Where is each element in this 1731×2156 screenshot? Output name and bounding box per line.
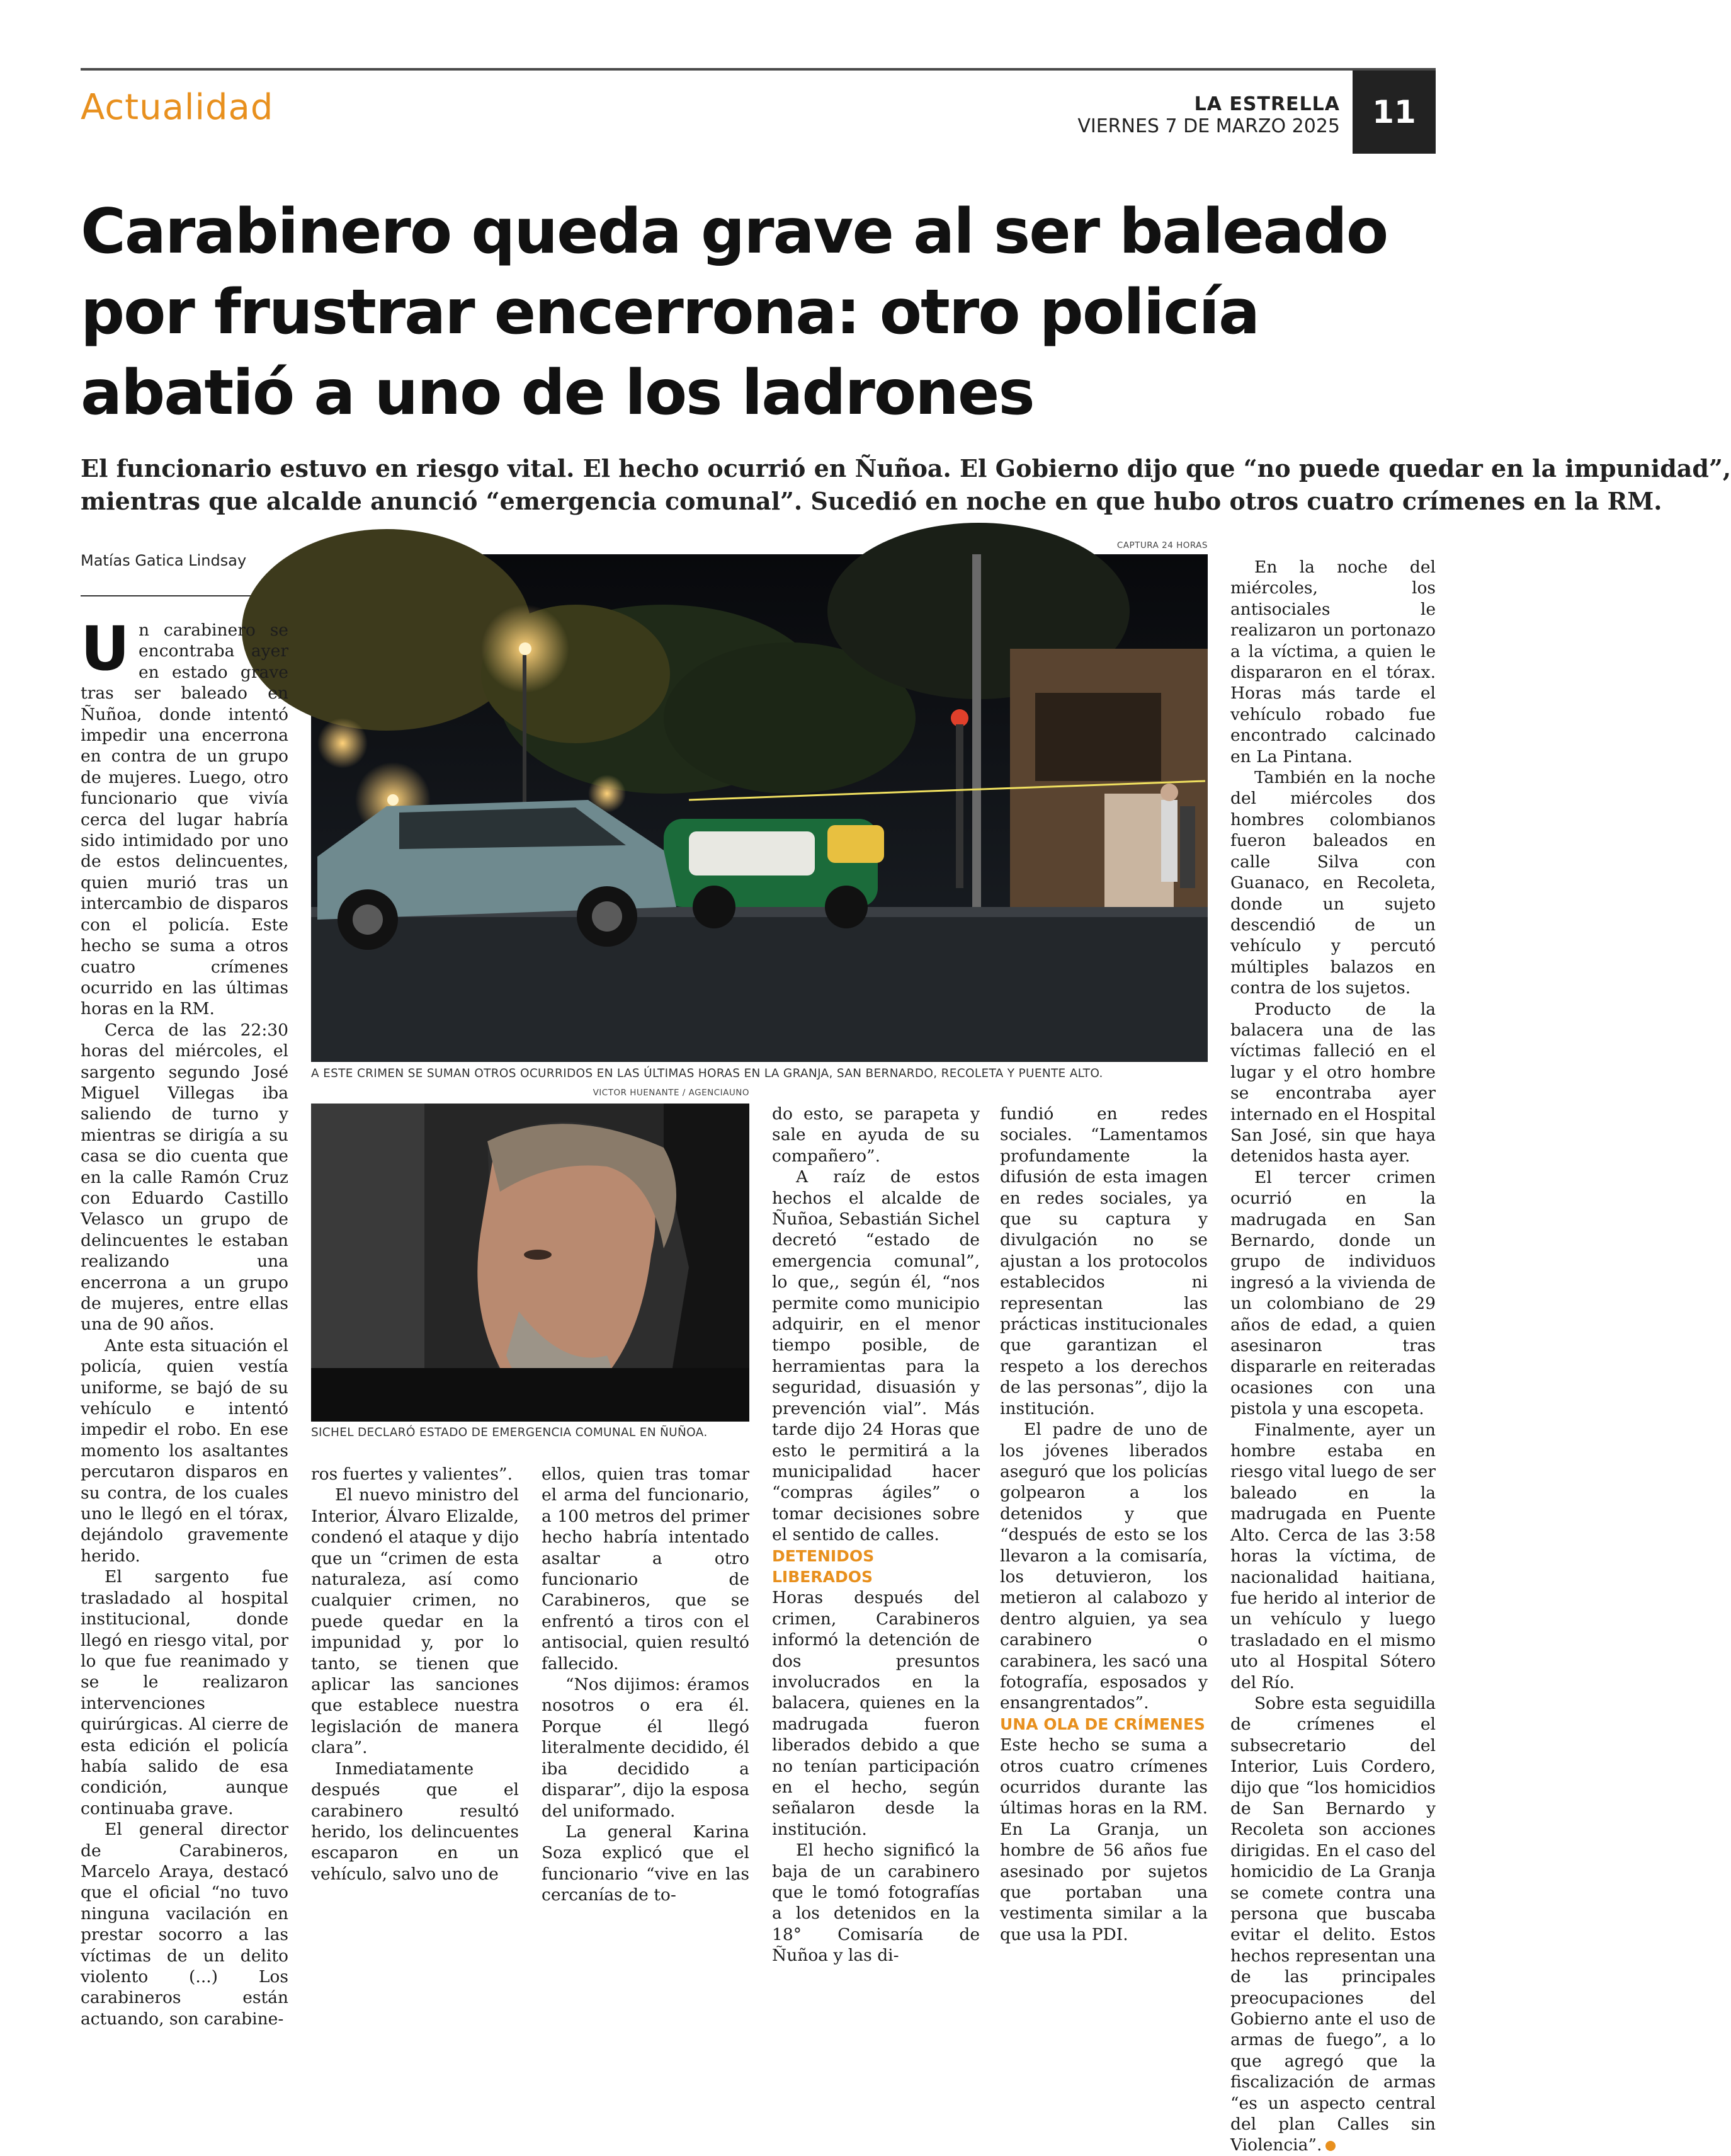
photo-main-caption: A ESTE CRIMEN SE SUMAN OTROS OCURRIDOS EN LAS ÚLTIMAS HORAS EN LA GRANJA, SAN BERNARDO, RECOLETA Y PUENTE ALTO. [311, 1067, 1103, 1080]
article-column-6 [1230, 557, 1436, 2156]
article-column-5 [1000, 1104, 1208, 1945]
article-paragraph: El tercer crimen ocurrió en la madrugada en San Bernardo, donde un grupo de individuos ingresó a la vivienda de un colombiano de 29 años de edad, a quien asesinaron tras dispararle en reiteradas ocasiones con una pistola y una escopeta. [1230, 1167, 1436, 1419]
end-of-article-icon: ✦ [1325, 2141, 1336, 2151]
article-paragraph: Finalmente, ayer un hombre estaba en riesgo vital luego de ser baleado en la madrugada en Puente Alto. Cerca de las 3:58 horas la víctima, de nacionalidad haitiana, fue herido al interior de un vehículo y luego trasladado en el mismo uto al Hospital Sótero del Río. [1230, 1420, 1436, 1692]
subhead-ola-crimenes: UNA OLA DE CRÍMENES [1000, 1714, 1205, 1733]
deck-line-1: El funcionario estuvo en riesgo vital. El hecho ocurrió en Ñuñoa. El Gobierno dijo que “no puede quedar en la impunidad”, [81, 454, 1731, 482]
page-number: 11 [1353, 71, 1436, 154]
article-paragraph [1230, 1693, 1436, 2156]
article-column-1 [81, 613, 288, 2029]
closing-text: Sobre esta seguidilla de crímenes el subsecretario del Interior, Luis Cordero, dijo que “los homicidios de San Bernardo y Recoleta son acciones dirigidas. En el caso del homicidio de La Granja se comete contra una persona que buscaba evitar el delito. Estos hechos representan una de las principales preocupaciones del Gobierno ante el uso de armas de fuego”, a lo que agregó que la fiscalización de armas “es un aspecto central del plan Calles sin Violencia”. [1230, 1693, 1436, 2155]
photo-portrait-caption: SICHEL DECLARÓ ESTADO DE EMERGENCIA COMUNAL EN ÑUÑOA. [311, 1426, 708, 1439]
publication-date: VIERNES 7 DE MARZO 2025 [1077, 115, 1340, 137]
article-paragraph: El nuevo ministro del Interior, Álvaro Elizalde, condenó el ataque y dijo que un “crimen de esta naturaleza, así como cualquier crimen, no puede quedar en la impunidad y, por lo tanto, se tienen que aplicar las sanciones que establece nuestra legislación de manera clara”. [311, 1485, 519, 1758]
article-paragraph: La general Karina Soza explicó que el funcionario “vive en las cercanías de to- [542, 1822, 749, 1905]
article-paragraph: Este hecho se suma a otros cuatro crímenes ocurridos durante las últimas horas en la RM. En La Granja, un hombre de 56 años fue asesinado por sujetos que portaban una vestimenta similar a la que usa la PDI. [1000, 1735, 1208, 1944]
article-paragraph: Cerca de las 22:30 horas del miércoles, el sargento segundo José Miguel Villegas iba saliendo de turno y mientras se dirigía a su casa se dio cuenta que en la calle Ramón Cruz con Eduardo Castillo Velasco un grupo de delincuentes le estaban realizando una encerrona a un grupo de mujeres, entre ellas una de 90 años. [81, 1020, 288, 1335]
subhead-detenidos: DETENIDOS LIBERADOS [772, 1546, 875, 1586]
publication-name: LA ESTRELLA [1194, 93, 1340, 115]
photo-crime-scene [311, 554, 1208, 1062]
article-paragraph: Inmediatamente después que el carabinero resultó herido, los delincuentes escaparon en un vehículo, salvo uno de [311, 1759, 519, 1884]
masthead [1077, 93, 1340, 137]
article-paragraph: ellos, quien tras tomar el arma del funcionario, a 100 metros del primer hecho habría intentado asaltar a otro funcionario de Carabineros, que se enfrentó a tiros con el antisocial, quien resultó fallecido. [542, 1464, 749, 1674]
article-paragraph: A raíz de estos hechos el alcalde de Ñuñoa, Sebastián Sichel decretó “estado de emergencia comunal”, lo que,, según él, “nos permite como municipio adquirir, en el menor tiempo posible, de herramientas para la seguridad, disuasión y prevención vial”. Más tarde dijo 24 Horas que esto le permitirá a la municipalidad hacer “compras ágiles” o tomar decisiones sobre el sentido de calles. [772, 1167, 980, 1545]
byline: Matías Gatica Lindsay [81, 552, 247, 569]
portrait-illustration [311, 1104, 749, 1422]
article-paragraph: fundió en redes sociales. “Lamentamos profundamente la difusión de esta imagen en redes sociales, ya que su captura y divulgación no se ajustan a los protocolos establecidos ni representan las prácticas institucionales que garantizan el respeto a los derechos de las personas”, dijo la institución. [1000, 1104, 1208, 1418]
drop-cap: U [81, 613, 130, 684]
photo-portrait [311, 1104, 749, 1422]
article-column-4 [772, 1104, 980, 1966]
article-paragraph: Ante esta situación el policía, quien vestía uniforme, se bajó de su vehículo e intentó impedir el robo. En ese momento los asaltantes percutaron disparos en su contra, de los cuales uno le llegó en el tórax, dejándolo gravemente herido. [81, 1335, 288, 1566]
headline-line-1: Carabinero queda grave al ser baleado [81, 196, 1388, 268]
article-paragraph: El sargento fue trasladado al hospital institucional, donde llegó en riesgo vital, por lo que fue reanimado y se le realizaron intervenciones quirúrgicas. Al cierre de esta edición el policía había salido de esa condición, aunque continuaba grave. [81, 1567, 288, 1818]
headline-line-2: por frustrar encerrona: otro policía [81, 277, 1259, 348]
crime-scene-illustration [311, 554, 1208, 1062]
deck-line-2: mientras que alcalde anunció “emergencia comunal”. Sucedió en noche en que hubo otros cuatro crímenes en la RM. [81, 487, 1662, 515]
deck [81, 452, 1731, 518]
article-paragraph: El hecho significó la baja de un carabinero que le tomó fotografías a los detenidos en la 18° Comisaría de Ñuñoa y las di- [772, 1840, 980, 1966]
article-column-2 [311, 1464, 519, 1885]
section-label: Actualidad [81, 87, 274, 128]
headline-line-3: abatió a uno de los ladrones [81, 357, 1034, 429]
lead-text: n carabinero se encontraba ayer en estado grave tras ser baleado en Ñuñoa, donde intentó impedir una encerrona en contra de un grupo de mujeres. Luego, otro funcionario que vivía cerca del lugar habría sido intimidado por uno de estos delincuentes, quien murió tras un intercambio de disparos con el policía. Este hecho se suma a otros cuatro crímenes ocurrido en las últimas horas en la RM. [81, 620, 288, 1019]
article-paragraph: do esto, se parapeta y sale en ayuda de su compañero”. [772, 1104, 980, 1166]
article-paragraph: El padre de uno de los jóvenes liberados aseguró que los policías golpearon a los detenidos y que “después de esto se los llevaron a la comisaría, los detuvieron, los metieron al calabozo y dentro alguien, ya sea carabinero o carabinera, les sacó una fotografía, esposados y ensangrentados”. [1000, 1420, 1208, 1713]
article-paragraph: También en la noche del miércoles dos hombres colombianos fueron baleados en calle Silva con Guanaco, en Recoleta, donde un sujeto descendió de un vehículo y percutó múltiples balazos en contra de los sujetos. [1230, 768, 1436, 998]
photo-portrait-credit: VICTOR HUENANTE / AGENCIAUNO [593, 1088, 749, 1098]
article-paragraph: Producto de la balacera una de las víctimas falleció en el lugar y el otro hombre se encontraba ayer internado en el Hospital San José, sin que haya detenidos hasta ayer. [1230, 999, 1436, 1166]
article-paragraph: En la noche del miércoles, los antisociales le realizaron un portonazo a la víctima, a quien le dispararon en el tórax. Horas más tarde el vehículo robado fue encontrado calcinado en La Pintana. [1230, 557, 1436, 767]
article-paragraph: “Nos dijimos: éramos nosotros o era él. Porque él llegó literalmente decidido, él iba decidido a disparar”, dijo la esposa del uniformado. [542, 1675, 749, 1821]
article-paragraph: ros fuertes y valientes”. [311, 1464, 513, 1484]
article-paragraph: Horas después del crimen, Carabineros informó la detención de dos presuntos involucrados en la balacera, quienes en la madrugada fueron liberados debido a que no tenían participación en el hecho, según señalaron desde la institución. [772, 1588, 980, 1839]
top-rule [81, 68, 1436, 71]
photo-main-credit: CAPTURA 24 HORAS [1116, 540, 1208, 550]
article-paragraph [81, 613, 288, 1020]
article-column-3 [542, 1464, 749, 1906]
headline [81, 191, 1436, 433]
article-paragraph: El general director de Carabineros, Marcelo Araya, destacó que el oficial “no tuvo ninguna vacilación en prestar socorro a las víctimas de un delito violento (...) Los carabineros están actuando, son carabine- [81, 1820, 288, 2029]
